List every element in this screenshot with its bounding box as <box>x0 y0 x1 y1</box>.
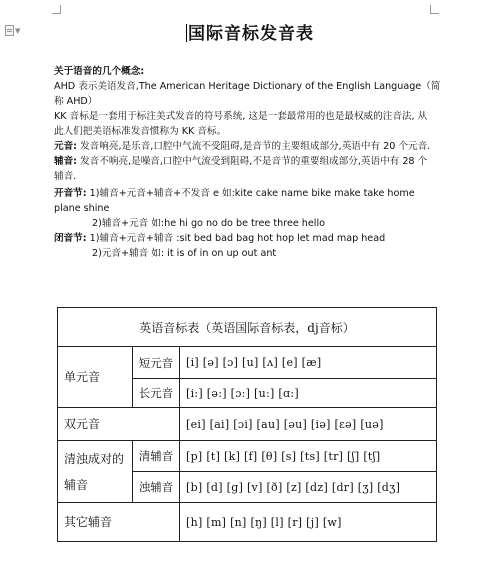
category-diphthongs: 双元音 <box>58 408 180 441</box>
subcategory-short-vowels: 短元音 <box>133 347 180 379</box>
symbols-voiceless-consonants: [p] [t] [k] [f] [θ] [s] [ts] [tr] [ʃ] [tʃ] <box>180 441 437 472</box>
ipa-table <box>57 307 437 542</box>
kk-line-1: KK 音标是一套用于标注美式发音的符号系统, 这是一套最常用的也是最权威的注音法, 从 <box>54 111 428 122</box>
body-text <box>54 64 446 261</box>
open-syllable-rule-2: 2)辅音+元音 如:he hi go no do be tree three hello <box>92 218 325 229</box>
concepts-heading: 关于语音的几个概念: <box>54 66 145 77</box>
closed-syllable-rule-2: 2)元音+辅音 如: it is of in on up out ant <box>92 248 277 259</box>
closed-syllable-rule-1: 闭音节: 1)辅音+元音+辅音 :sit bed bad bag hot hop let mad map head <box>54 233 386 244</box>
page-title: 国际音标发音表 <box>188 24 314 44</box>
margin-corner-mark <box>52 5 61 14</box>
subcategory-long-vowels: 长元音 <box>133 379 180 408</box>
open-syllable-rule-1: 开音节: 1)辅音+元音+辅音+不发音 e 如:kite cake name bike make take home <box>54 188 415 199</box>
symbols-other-consonants: [h] [m] [n] [ŋ] [l] [r] [j] [w] <box>180 503 437 542</box>
symbols-long-vowels: [i:] [ə:] [ɔ:] [u:] [ɑ:] <box>180 379 437 408</box>
ahd-line-1: AHD 表示美语发音,The American Heritage Dictionary of the English Language（简 <box>54 81 441 92</box>
ahd-line-2: 称 AHD） <box>54 96 98 107</box>
consonant-definition-cont: 辅音. <box>54 171 77 182</box>
text-cursor <box>186 24 187 42</box>
category-monophthongs: 单元音 <box>58 347 133 408</box>
category-other-consonants: 其它辅音 <box>58 503 180 542</box>
consonant-definition: 辅音: 发音不响亮,是噪音,口腔中气流受到阻碍,不是音节的重要组成部分,英语中有 28 个 <box>54 156 428 167</box>
symbols-short-vowels: [i] [ə] [ɔ] [u] [ʌ] [e] [æ] <box>180 347 437 379</box>
subcategory-voiced-consonants: 浊辅音 <box>133 472 180 503</box>
category-paired-consonants: 清浊成对的辅音 <box>58 441 133 503</box>
symbols-diphthongs: [ei] [ai] [ɔi] [au] [əu] [iə] [εə] [uə] <box>180 408 437 441</box>
kk-line-2: 此人们把美语标准发音惯称为 KK 音标。 <box>54 126 227 137</box>
open-syllable-rule-1-cont: plane shine <box>54 203 110 214</box>
document-menu-icon[interactable]: ▼ <box>5 25 23 37</box>
symbols-voiced-consonants: [b] [d] [g] [v] [ð] [z] [dz] [dr] [ʒ] [dʒ] <box>180 472 437 503</box>
subcategory-voiceless-consonants: 清辅音 <box>133 441 180 472</box>
vowel-definition: 元音: 发音响亮,是乐音,口腔中气流不受阻碍,是音节的主要组成部分,英语中有 20 个元音. <box>54 141 431 152</box>
table-caption: 英语音标表（英语国际音标表，dj音标） <box>58 308 437 347</box>
margin-corner-mark <box>430 5 439 14</box>
